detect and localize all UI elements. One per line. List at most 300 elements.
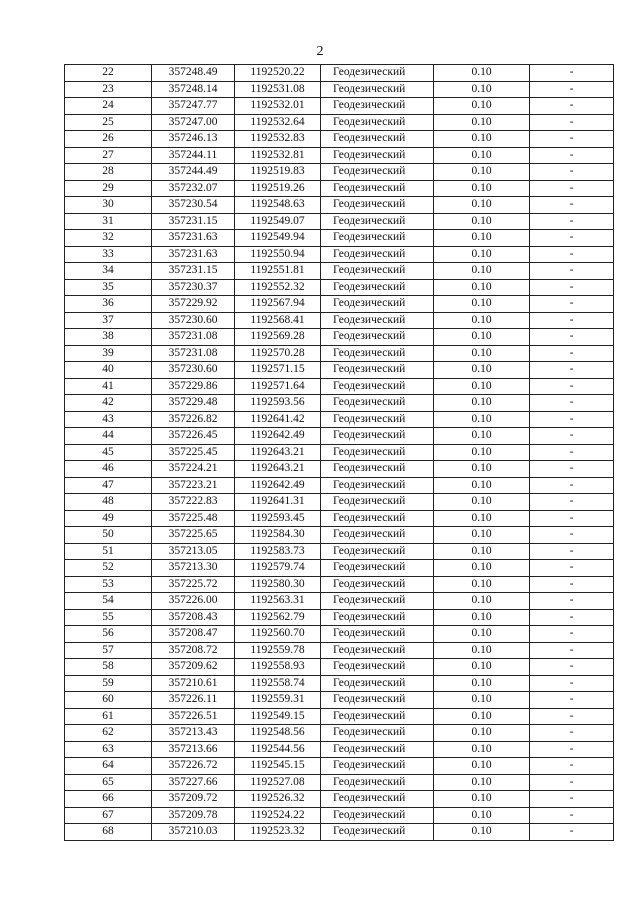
point-number-cell: 52: [65, 560, 152, 577]
method-cell: Геодезический: [321, 65, 434, 82]
point-number-cell: 53: [65, 576, 152, 593]
note-cell: -: [530, 131, 614, 148]
note-cell: -: [530, 642, 614, 659]
table-row: [65, 395, 614, 412]
y-coordinate-cell: 1192544.56: [235, 741, 321, 758]
precision-cell: 0.10: [434, 642, 530, 659]
note-cell: -: [530, 345, 614, 362]
method-cell: Геодезический: [321, 593, 434, 610]
x-coordinate-cell: 357226.11: [152, 692, 235, 709]
point-number-cell: 66: [65, 791, 152, 808]
method-cell: Геодезический: [321, 461, 434, 478]
point-number-cell: 32: [65, 230, 152, 247]
point-number-cell: 46: [65, 461, 152, 478]
method-cell: Геодезический: [321, 230, 434, 247]
point-number-cell: 41: [65, 378, 152, 395]
point-number-cell: 36: [65, 296, 152, 313]
precision-cell: 0.10: [434, 81, 530, 98]
point-number-cell: 55: [65, 609, 152, 626]
y-coordinate-cell: 1192523.32: [235, 824, 321, 841]
x-coordinate-cell: 357209.72: [152, 791, 235, 808]
x-coordinate-cell: 357210.61: [152, 675, 235, 692]
note-cell: -: [530, 411, 614, 428]
note-cell: -: [530, 543, 614, 560]
table-row: [65, 230, 614, 247]
x-coordinate-cell: 357231.08: [152, 345, 235, 362]
precision-cell: 0.10: [434, 543, 530, 560]
table-row: [65, 576, 614, 593]
precision-cell: 0.10: [434, 279, 530, 296]
table-row: [65, 824, 614, 841]
method-cell: Геодезический: [321, 131, 434, 148]
coordinates-table-body: [65, 65, 614, 841]
y-coordinate-cell: 1192549.07: [235, 213, 321, 230]
point-number-cell: 45: [65, 444, 152, 461]
method-cell: Геодезический: [321, 626, 434, 643]
note-cell: -: [530, 147, 614, 164]
point-number-cell: 60: [65, 692, 152, 709]
table-row: [65, 246, 614, 263]
point-number-cell: 56: [65, 626, 152, 643]
note-cell: -: [530, 807, 614, 824]
table-row: [65, 131, 614, 148]
page-number: 2: [316, 44, 324, 59]
point-number-cell: 35: [65, 279, 152, 296]
note-cell: -: [530, 263, 614, 280]
x-coordinate-cell: 357231.08: [152, 329, 235, 346]
point-number-cell: 63: [65, 741, 152, 758]
precision-cell: 0.10: [434, 444, 530, 461]
precision-cell: 0.10: [434, 527, 530, 544]
table-row: [65, 312, 614, 329]
table-row: [65, 296, 614, 313]
point-number-cell: 40: [65, 362, 152, 379]
table-row: [65, 774, 614, 791]
point-number-cell: 43: [65, 411, 152, 428]
precision-cell: 0.10: [434, 312, 530, 329]
y-coordinate-cell: 1192584.30: [235, 527, 321, 544]
note-cell: -: [530, 824, 614, 841]
precision-cell: 0.10: [434, 692, 530, 709]
y-coordinate-cell: 1192548.63: [235, 197, 321, 214]
y-coordinate-cell: 1192569.28: [235, 329, 321, 346]
point-number-cell: 23: [65, 81, 152, 98]
x-coordinate-cell: 357244.49: [152, 164, 235, 181]
precision-cell: 0.10: [434, 708, 530, 725]
precision-cell: 0.10: [434, 246, 530, 263]
note-cell: -: [530, 593, 614, 610]
y-coordinate-cell: 1192532.81: [235, 147, 321, 164]
x-coordinate-cell: 357230.60: [152, 312, 235, 329]
note-cell: -: [530, 461, 614, 478]
note-cell: -: [530, 312, 614, 329]
table-row: [65, 692, 614, 709]
precision-cell: 0.10: [434, 395, 530, 412]
point-number-cell: 58: [65, 659, 152, 676]
y-coordinate-cell: 1192519.26: [235, 180, 321, 197]
table-row: [65, 609, 614, 626]
note-cell: -: [530, 774, 614, 791]
table-row: [65, 279, 614, 296]
precision-cell: 0.10: [434, 378, 530, 395]
method-cell: Геодезический: [321, 741, 434, 758]
x-coordinate-cell: 357232.07: [152, 180, 235, 197]
y-coordinate-cell: 1192641.31: [235, 494, 321, 511]
point-number-cell: 33: [65, 246, 152, 263]
method-cell: Геодезический: [321, 675, 434, 692]
method-cell: Геодезический: [321, 329, 434, 346]
y-coordinate-cell: 1192567.94: [235, 296, 321, 313]
y-coordinate-cell: 1192593.56: [235, 395, 321, 412]
y-coordinate-cell: 1192527.08: [235, 774, 321, 791]
y-coordinate-cell: 1192549.94: [235, 230, 321, 247]
method-cell: Геодезический: [321, 395, 434, 412]
x-coordinate-cell: 357225.65: [152, 527, 235, 544]
point-number-cell: 27: [65, 147, 152, 164]
point-number-cell: 39: [65, 345, 152, 362]
note-cell: -: [530, 527, 614, 544]
table-row: [65, 807, 614, 824]
table-row: [65, 593, 614, 610]
point-number-cell: 34: [65, 263, 152, 280]
method-cell: Геодезический: [321, 758, 434, 775]
x-coordinate-cell: 357222.83: [152, 494, 235, 511]
x-coordinate-cell: 357223.21: [152, 477, 235, 494]
note-cell: -: [530, 560, 614, 577]
note-cell: -: [530, 444, 614, 461]
x-coordinate-cell: 357208.72: [152, 642, 235, 659]
precision-cell: 0.10: [434, 774, 530, 791]
precision-cell: 0.10: [434, 659, 530, 676]
table-row: [65, 147, 614, 164]
x-coordinate-cell: 357231.63: [152, 230, 235, 247]
table-row: [65, 758, 614, 775]
precision-cell: 0.10: [434, 362, 530, 379]
x-coordinate-cell: 357244.11: [152, 147, 235, 164]
x-coordinate-cell: 357224.21: [152, 461, 235, 478]
x-coordinate-cell: 357230.60: [152, 362, 235, 379]
table-row: [65, 213, 614, 230]
y-coordinate-cell: 1192532.83: [235, 131, 321, 148]
method-cell: Геодезический: [321, 312, 434, 329]
note-cell: -: [530, 675, 614, 692]
point-number-cell: 24: [65, 98, 152, 115]
table-row: [65, 527, 614, 544]
note-cell: -: [530, 81, 614, 98]
point-number-cell: 62: [65, 725, 152, 742]
y-coordinate-cell: 1192580.30: [235, 576, 321, 593]
table-row: [65, 444, 614, 461]
table-row: [65, 81, 614, 98]
note-cell: -: [530, 65, 614, 82]
y-coordinate-cell: 1192563.31: [235, 593, 321, 610]
note-cell: -: [530, 477, 614, 494]
precision-cell: 0.10: [434, 230, 530, 247]
table-row: [65, 329, 614, 346]
table-row: [65, 741, 614, 758]
note-cell: -: [530, 494, 614, 511]
table-row: [65, 725, 614, 742]
x-coordinate-cell: 357225.72: [152, 576, 235, 593]
x-coordinate-cell: 357226.45: [152, 428, 235, 445]
y-coordinate-cell: 1192568.41: [235, 312, 321, 329]
table-row: [65, 675, 614, 692]
precision-cell: 0.10: [434, 131, 530, 148]
precision-cell: 0.10: [434, 147, 530, 164]
table-row: [65, 477, 614, 494]
point-number-cell: 42: [65, 395, 152, 412]
precision-cell: 0.10: [434, 164, 530, 181]
method-cell: Геодезический: [321, 213, 434, 230]
method-cell: Геодезический: [321, 279, 434, 296]
note-cell: -: [530, 98, 614, 115]
x-coordinate-cell: 357227.66: [152, 774, 235, 791]
x-coordinate-cell: 357226.82: [152, 411, 235, 428]
precision-cell: 0.10: [434, 560, 530, 577]
method-cell: Геодезический: [321, 81, 434, 98]
point-number-cell: 61: [65, 708, 152, 725]
method-cell: Геодезический: [321, 609, 434, 626]
table-row: [65, 626, 614, 643]
method-cell: Геодезический: [321, 725, 434, 742]
y-coordinate-cell: 1192545.15: [235, 758, 321, 775]
y-coordinate-cell: 1192642.49: [235, 477, 321, 494]
x-coordinate-cell: 357231.15: [152, 263, 235, 280]
y-coordinate-cell: 1192549.15: [235, 708, 321, 725]
x-coordinate-cell: 357231.63: [152, 246, 235, 263]
method-cell: Геодезический: [321, 147, 434, 164]
note-cell: -: [530, 164, 614, 181]
y-coordinate-cell: 1192560.70: [235, 626, 321, 643]
y-coordinate-cell: 1192562.79: [235, 609, 321, 626]
x-coordinate-cell: 357225.45: [152, 444, 235, 461]
point-number-cell: 50: [65, 527, 152, 544]
x-coordinate-cell: 357246.13: [152, 131, 235, 148]
note-cell: -: [530, 114, 614, 131]
x-coordinate-cell: 357226.00: [152, 593, 235, 610]
precision-cell: 0.10: [434, 791, 530, 808]
precision-cell: 0.10: [434, 345, 530, 362]
precision-cell: 0.10: [434, 576, 530, 593]
table-row: [65, 494, 614, 511]
method-cell: Геодезический: [321, 246, 434, 263]
point-number-cell: 22: [65, 65, 152, 82]
y-coordinate-cell: 1192559.78: [235, 642, 321, 659]
method-cell: Геодезический: [321, 98, 434, 115]
table-row: [65, 197, 614, 214]
precision-cell: 0.10: [434, 114, 530, 131]
point-number-cell: 67: [65, 807, 152, 824]
table-row: [65, 708, 614, 725]
point-number-cell: 44: [65, 428, 152, 445]
method-cell: Геодезический: [321, 576, 434, 593]
y-coordinate-cell: 1192642.49: [235, 428, 321, 445]
method-cell: Геодезический: [321, 642, 434, 659]
x-coordinate-cell: 357231.15: [152, 213, 235, 230]
x-coordinate-cell: 357229.92: [152, 296, 235, 313]
y-coordinate-cell: 1192548.56: [235, 725, 321, 742]
note-cell: -: [530, 230, 614, 247]
table-row: [65, 791, 614, 808]
precision-cell: 0.10: [434, 263, 530, 280]
x-coordinate-cell: 357209.78: [152, 807, 235, 824]
y-coordinate-cell: 1192551.81: [235, 263, 321, 280]
method-cell: Геодезический: [321, 180, 434, 197]
precision-cell: 0.10: [434, 98, 530, 115]
method-cell: Геодезический: [321, 411, 434, 428]
precision-cell: 0.10: [434, 428, 530, 445]
y-coordinate-cell: 1192559.31: [235, 692, 321, 709]
table-row: [65, 345, 614, 362]
x-coordinate-cell: 357247.77: [152, 98, 235, 115]
point-number-cell: 29: [65, 180, 152, 197]
note-cell: -: [530, 329, 614, 346]
note-cell: -: [530, 609, 614, 626]
point-number-cell: 25: [65, 114, 152, 131]
note-cell: -: [530, 213, 614, 230]
method-cell: Геодезический: [321, 510, 434, 527]
note-cell: -: [530, 246, 614, 263]
precision-cell: 0.10: [434, 296, 530, 313]
method-cell: Геодезический: [321, 362, 434, 379]
point-number-cell: 68: [65, 824, 152, 841]
precision-cell: 0.10: [434, 824, 530, 841]
table-row: [65, 642, 614, 659]
method-cell: Геодезический: [321, 774, 434, 791]
note-cell: -: [530, 510, 614, 527]
method-cell: Геодезический: [321, 477, 434, 494]
method-cell: Геодезический: [321, 708, 434, 725]
point-number-cell: 31: [65, 213, 152, 230]
method-cell: Геодезический: [321, 345, 434, 362]
method-cell: Геодезический: [321, 543, 434, 560]
note-cell: -: [530, 659, 614, 676]
precision-cell: 0.10: [434, 477, 530, 494]
coordinates-table: [64, 64, 614, 841]
x-coordinate-cell: 357210.03: [152, 824, 235, 841]
y-coordinate-cell: 1192583.73: [235, 543, 321, 560]
note-cell: -: [530, 692, 614, 709]
x-coordinate-cell: 357226.72: [152, 758, 235, 775]
point-number-cell: 49: [65, 510, 152, 527]
x-coordinate-cell: 357230.37: [152, 279, 235, 296]
note-cell: -: [530, 626, 614, 643]
table-row: [65, 180, 614, 197]
y-coordinate-cell: 1192550.94: [235, 246, 321, 263]
precision-cell: 0.10: [434, 329, 530, 346]
x-coordinate-cell: 357208.47: [152, 626, 235, 643]
note-cell: -: [530, 378, 614, 395]
x-coordinate-cell: 357226.51: [152, 708, 235, 725]
x-coordinate-cell: 357229.86: [152, 378, 235, 395]
method-cell: Геодезический: [321, 114, 434, 131]
point-number-cell: 38: [65, 329, 152, 346]
point-number-cell: 51: [65, 543, 152, 560]
table-row: [65, 164, 614, 181]
note-cell: -: [530, 395, 614, 412]
table-row: [65, 461, 614, 478]
y-coordinate-cell: 1192570.28: [235, 345, 321, 362]
table-row: [65, 428, 614, 445]
y-coordinate-cell: 1192643.21: [235, 444, 321, 461]
method-cell: Геодезический: [321, 197, 434, 214]
x-coordinate-cell: 357247.00: [152, 114, 235, 131]
y-coordinate-cell: 1192531.08: [235, 81, 321, 98]
precision-cell: 0.10: [434, 626, 530, 643]
point-number-cell: 28: [65, 164, 152, 181]
precision-cell: 0.10: [434, 675, 530, 692]
y-coordinate-cell: 1192643.21: [235, 461, 321, 478]
method-cell: Геодезический: [321, 791, 434, 808]
method-cell: Геодезический: [321, 428, 434, 445]
method-cell: Геодезический: [321, 527, 434, 544]
point-number-cell: 37: [65, 312, 152, 329]
precision-cell: 0.10: [434, 725, 530, 742]
point-number-cell: 54: [65, 593, 152, 610]
note-cell: -: [530, 791, 614, 808]
point-number-cell: 26: [65, 131, 152, 148]
method-cell: Геодезический: [321, 692, 434, 709]
note-cell: -: [530, 180, 614, 197]
method-cell: Геодезический: [321, 263, 434, 280]
method-cell: Геодезический: [321, 444, 434, 461]
point-number-cell: 47: [65, 477, 152, 494]
table-row: [65, 65, 614, 82]
x-coordinate-cell: 357208.43: [152, 609, 235, 626]
method-cell: Геодезический: [321, 296, 434, 313]
table-row: [65, 362, 614, 379]
note-cell: -: [530, 279, 614, 296]
x-coordinate-cell: 357230.54: [152, 197, 235, 214]
precision-cell: 0.10: [434, 461, 530, 478]
table-row: [65, 510, 614, 527]
method-cell: Геодезический: [321, 824, 434, 841]
precision-cell: 0.10: [434, 213, 530, 230]
precision-cell: 0.10: [434, 807, 530, 824]
precision-cell: 0.10: [434, 758, 530, 775]
x-coordinate-cell: 357213.05: [152, 543, 235, 560]
x-coordinate-cell: 357229.48: [152, 395, 235, 412]
y-coordinate-cell: 1192519.83: [235, 164, 321, 181]
method-cell: Геодезический: [321, 659, 434, 676]
point-number-cell: 48: [65, 494, 152, 511]
table-row: [65, 543, 614, 560]
precision-cell: 0.10: [434, 741, 530, 758]
y-coordinate-cell: 1192571.64: [235, 378, 321, 395]
x-coordinate-cell: 357213.66: [152, 741, 235, 758]
method-cell: Геодезический: [321, 560, 434, 577]
x-coordinate-cell: 357209.62: [152, 659, 235, 676]
method-cell: Геодезический: [321, 378, 434, 395]
note-cell: -: [530, 725, 614, 742]
point-number-cell: 65: [65, 774, 152, 791]
y-coordinate-cell: 1192532.64: [235, 114, 321, 131]
method-cell: Геодезический: [321, 807, 434, 824]
method-cell: Геодезический: [321, 494, 434, 511]
y-coordinate-cell: 1192593.45: [235, 510, 321, 527]
table-row: [65, 114, 614, 131]
y-coordinate-cell: 1192520.22: [235, 65, 321, 82]
note-cell: -: [530, 708, 614, 725]
note-cell: -: [530, 428, 614, 445]
precision-cell: 0.10: [434, 180, 530, 197]
method-cell: Геодезический: [321, 164, 434, 181]
note-cell: -: [530, 296, 614, 313]
y-coordinate-cell: 1192526.32: [235, 791, 321, 808]
point-number-cell: 30: [65, 197, 152, 214]
point-number-cell: 64: [65, 758, 152, 775]
y-coordinate-cell: 1192641.42: [235, 411, 321, 428]
